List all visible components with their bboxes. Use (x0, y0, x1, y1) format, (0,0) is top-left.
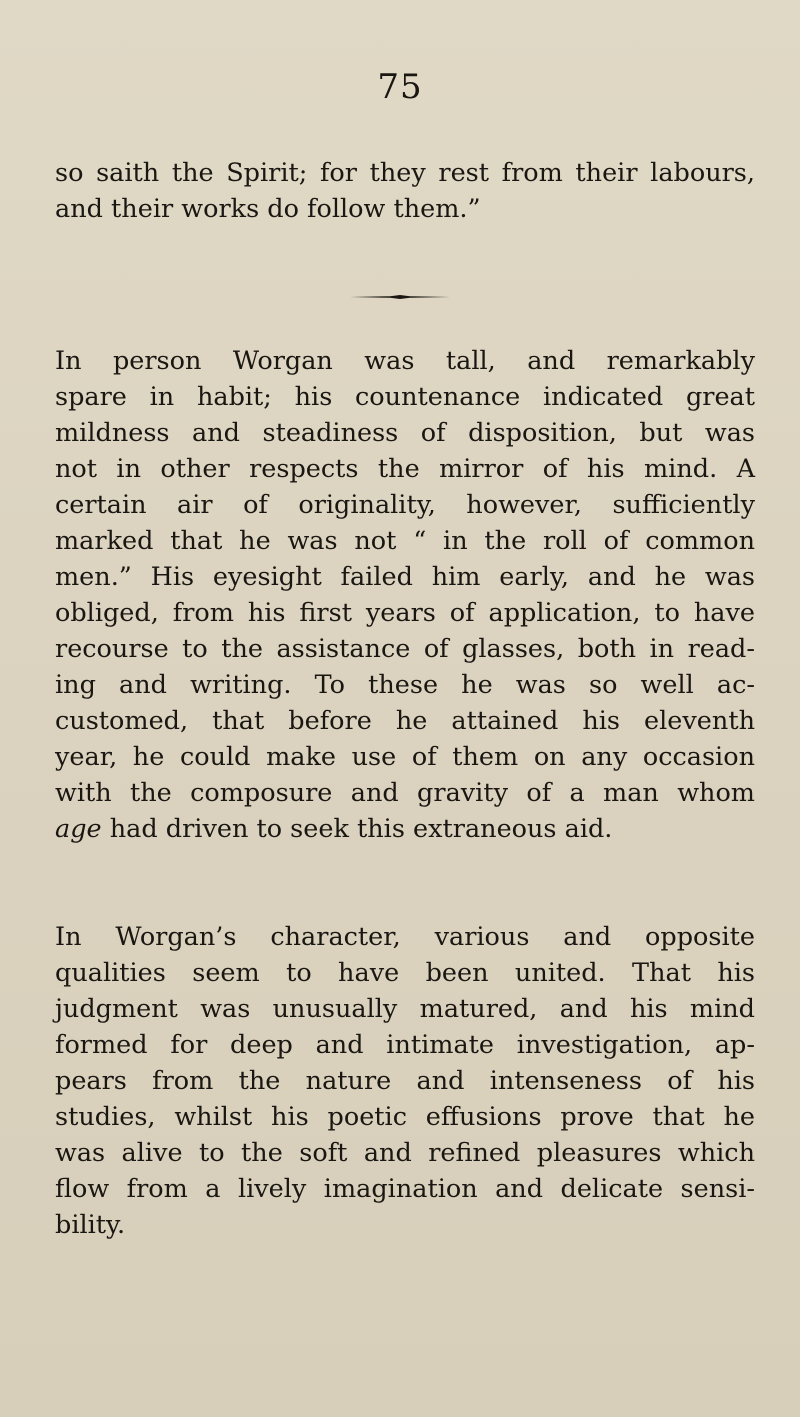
text-line: In Worgan’s character, various and opposite (55, 922, 755, 952)
text-line: customed, that before he attained his eleventh (55, 706, 755, 736)
text-line: recourse to the assistance of glasses, both in read- (55, 634, 755, 664)
text-line: ing and writing. To these he was so well ac- (55, 670, 755, 700)
text-line: obliged, from his first years of application, to have (55, 598, 755, 628)
ornamental-divider (350, 295, 450, 299)
text-line: with the composure and gravity of a man whom (55, 778, 755, 808)
text-line: so saith the Spirit; for they rest from their labours, (55, 158, 755, 188)
text-line: mildness and steadiness of disposition, but was (55, 418, 755, 448)
text-line: was alive to the soft and refined pleasures which (55, 1138, 755, 1168)
text-line: pears from the nature and intenseness of his (55, 1066, 755, 1096)
text-line: spare in habit; his countenance indicated great (55, 382, 755, 412)
text-line: flow from a lively imagination and delicate sensi- (55, 1174, 755, 1204)
text-line: men.” His eyesight failed him early, and he was (55, 562, 755, 592)
text-line: judgment was unusually matured, and his mind (55, 994, 755, 1024)
paragraph-character (55, 919, 755, 1243)
text-line: studies, whilst his poetic effusions prove that he (55, 1102, 755, 1132)
page-number: 75 (377, 67, 423, 107)
text-line: year, he could make use of them on any occasion (55, 742, 755, 772)
italic-word: age (55, 814, 102, 844)
text-line-last (55, 811, 755, 847)
quote-continuation (55, 155, 755, 227)
text-line: marked that he was not “ in the roll of common (55, 526, 755, 556)
text-line: certain air of originality, however, sufficiently (55, 490, 755, 520)
text-span: had driven to seek this extraneous aid. (101, 814, 613, 844)
text-line: In person Worgan was tall, and remarkably (55, 346, 755, 376)
text-line: not in other respects the mirror of his mind. A (55, 454, 755, 484)
text-line: qualities seem to have been united. That his (55, 958, 755, 988)
text-line: and their works do follow them.” (55, 194, 481, 224)
paragraph-person (55, 343, 755, 847)
text-line-last: bility. (55, 1210, 126, 1240)
text-line: formed for deep and intimate investigation, ap- (55, 1030, 755, 1060)
